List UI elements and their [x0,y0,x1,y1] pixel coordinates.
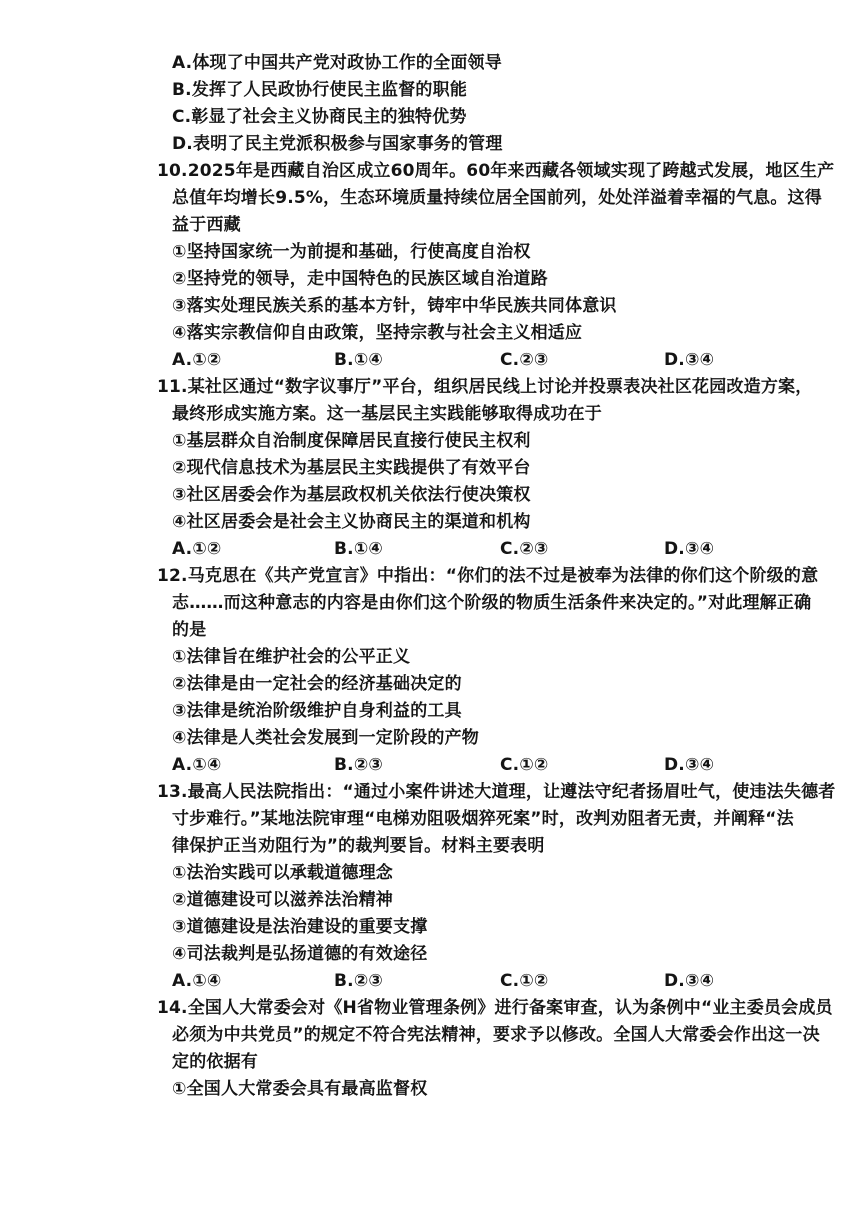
answer-option: A.①④ [172,971,222,991]
answer-option: C.①② [500,755,549,775]
answer-option: B.①④ [334,539,384,559]
answer-option: B.②③ [334,755,384,775]
text-line: 定的依据有 [172,1052,258,1072]
text-line: B.发挥了人民政协行使民主监督的职能 [172,80,468,100]
text-line: ③落实处理民族关系的基本方针，铸牢中华民族共同体意识 [172,296,617,316]
text-line: ④司法裁判是弘扬道德的有效途径 [172,944,428,964]
text-line: ②道德建设可以滋养法治精神 [172,890,393,910]
text-line: ④法律是人类社会发展到一定阶段的产物 [172,728,479,748]
text-line: ②坚持党的领导，走中国特色的民族区域自治道路 [172,269,548,289]
answer-option: C.②③ [500,350,549,370]
text-line: ②现代信息技术为基层民主实践提供了有效平台 [172,458,531,478]
text-line: 12.马克思在《共产党宣言》中指出：“你们的法不过是被奉为法律的你们这个阶级的意 [157,566,819,586]
text-line: 总值年均增长9.5%，生态环境质量持续位居全国前列，处处洋溢着幸福的气息。这得 [172,188,822,208]
answer-option: A.①② [172,350,222,370]
text-line: 寸步难行。”某地法院审理“电梯劝阻吸烟猝死案”时，改判劝阻者无责，并阐释“法 [172,809,794,829]
text-line: ②法律是由一定社会的经济基础决定的 [172,674,462,694]
answer-option: D.③④ [664,971,715,991]
text-line: ④落实宗教信仰自由政策，坚持宗教与社会主义相适应 [172,323,583,343]
text-line: 11.某社区通过“数字议事厅”平台，组织居民线上讨论并投票表决社区花园改造方案， [157,377,813,397]
text-line: ①法治实践可以承载道德理念 [172,863,393,883]
text-line: ③道德建设是法治建设的重要支撑 [172,917,428,937]
text-line: 14.全国人大常委会对《H省物业管理条例》进行备案审查，认为条例中“业主委员会成员 [157,998,833,1018]
text-line: 10.2025年是西藏自治区成立60周年。60年来西藏各领域实现了跨越式发展，地区生产 [157,161,835,181]
text-line: 益于西藏 [172,215,241,235]
text-line: 必须为中共党员”的规定不符合宪法精神，要求予以修改。全国人大常委会作出这一决 [172,1025,820,1045]
answer-option: D.③④ [664,350,715,370]
text-line: 13.最高人民法院指出：“通过小案件讲述大道理，让遵法守纪者扬眉吐气，使违法失德者 [157,782,836,802]
answer-options-row [0,536,860,563]
text-line: ①坚持国家统一为前提和基础，行使高度自治权 [172,242,531,262]
text-line: 的是 [172,620,207,640]
text-line: 志……而这种意志的内容是由你们这个阶级的物质生活条件来决定的。”对此理解正确 [172,593,812,613]
text-line: ③社区居委会作为基层政权机关依法行使决策权 [172,485,531,505]
text-line: D.表明了民主党派积极参与国家事务的管理 [172,134,503,154]
answer-option: B.①④ [334,350,384,370]
answer-option: C.①② [500,971,549,991]
text-line: ①法律旨在维护社会的公平正义 [172,647,411,667]
answer-option: A.①④ [172,755,222,775]
text-line: C.彰显了社会主义协商民主的独特优势 [172,107,467,127]
text-line: 律保护正当劝阻行为”的裁判要旨。材料主要表明 [172,836,545,856]
answer-options-row [0,752,860,779]
answer-option: C.②③ [500,539,549,559]
text-line: ③法律是统治阶级维护自身利益的工具 [172,701,462,721]
answer-option: D.③④ [664,539,715,559]
text-line: ④社区居委会是社会主义协商民主的渠道和机构 [172,512,531,532]
answer-option: D.③④ [664,755,715,775]
text-line: A.体现了中国共产党对政协工作的全面领导 [172,53,502,73]
text-line: ①全国人大常委会具有最高监督权 [172,1079,428,1099]
answer-options-row [0,968,860,995]
answer-option: B.②③ [334,971,384,991]
answer-option: A.①② [172,539,222,559]
text-line: 最终形成实施方案。这一基层民主实践能够取得成功在于 [172,404,602,424]
answer-options-row [0,347,860,374]
text-line: ①基层群众自治制度保障居民直接行使民主权利 [172,431,531,451]
